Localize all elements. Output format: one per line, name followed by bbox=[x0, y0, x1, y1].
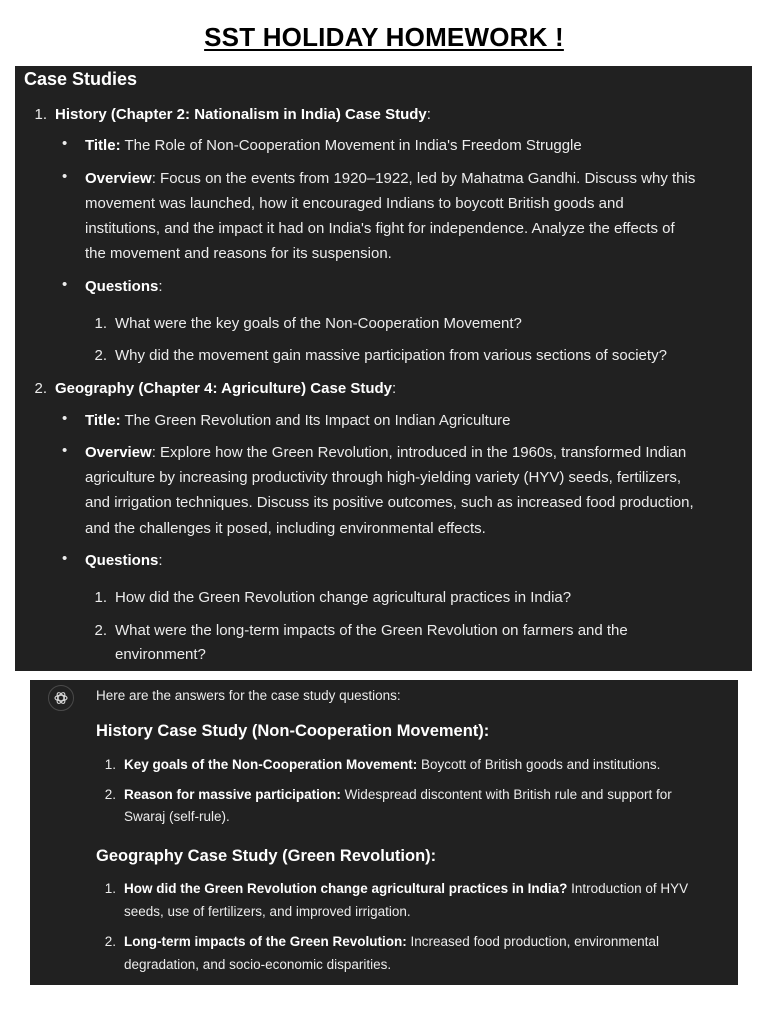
geography-overview-line: agriculture by increasing productivity through high-yielding variety (HYV) seeds, fertilizers, bbox=[85, 469, 682, 486]
question-text: How did the Green Revolution change agricultural practices in India? bbox=[115, 589, 572, 606]
question-number: 1. bbox=[94, 315, 107, 332]
bullet-icon: • bbox=[62, 276, 68, 293]
history-overview-line: movement was launched, how it encouraged Indians to boycott British goods and bbox=[85, 195, 624, 212]
question-text: What were the long-term impacts of the Green Revolution on farmers and the bbox=[115, 622, 628, 639]
question-number: 2. bbox=[94, 622, 107, 639]
bullet-icon: • bbox=[62, 410, 68, 427]
answer-text: Long-term impacts of the Green Revolution: Increased food production, environmental bbox=[124, 934, 659, 949]
geography-overview-line: Overview: Explore how the Green Revolution, introduced in the 1960s, transformed Indian bbox=[85, 444, 687, 461]
answer-text: Reason for massive participation: Widespread discontent with British rule and support for bbox=[124, 787, 672, 802]
history-number: 1. bbox=[34, 106, 47, 123]
question-text: Why did the movement gain massive participation from various sections of society? bbox=[115, 347, 667, 364]
history-overview-line: the movement and reasons for its suspension. bbox=[85, 245, 392, 262]
chatgpt-logo-icon-glyph bbox=[53, 690, 69, 706]
geography-answers-heading: Geography Case Study (Green Revolution): bbox=[96, 847, 437, 865]
answer-number: 2. bbox=[104, 934, 116, 949]
case-studies-panel bbox=[15, 66, 752, 671]
geography-number: 2. bbox=[34, 380, 47, 397]
answers-intro: Here are the answers for the case study questions: bbox=[96, 688, 401, 703]
geography-questions-label: Questions: bbox=[85, 552, 163, 569]
geography-overview-line: and the challenges it posed, including environmental effects. bbox=[85, 520, 486, 537]
history-questions-label: Questions: bbox=[85, 278, 163, 295]
case-studies-heading: Case Studies bbox=[24, 69, 138, 89]
bullet-icon: • bbox=[62, 550, 68, 567]
history-overview-line: Overview: Focus on the events from 1920–1922, led by Mahatma Gandhi. Discuss why this bbox=[85, 170, 696, 187]
history-answers-heading: History Case Study (Non-Cooperation Movement): bbox=[96, 722, 490, 740]
geography-title: Title: The Green Revolution and Its Impact on Indian Agriculture bbox=[85, 412, 511, 429]
answer-text: How did the Green Revolution change agricultural practices in India? Introduction of HYV bbox=[124, 881, 689, 896]
question-number: 1. bbox=[94, 589, 107, 606]
history-heading: History (Chapter 2: Nationalism in India) Case Study: bbox=[55, 106, 431, 123]
answer-text: degradation, and socio-economic disparities. bbox=[124, 957, 392, 972]
answer-number: 1. bbox=[104, 757, 116, 772]
geography-overview-line: and irrigation techniques. Discuss its positive outcomes, such as increased food production, bbox=[85, 494, 694, 511]
history-title: Title: The Role of Non-Cooperation Movement in India's Freedom Struggle bbox=[85, 137, 582, 154]
chatgpt-logo-icon bbox=[48, 685, 74, 711]
answer-text: seeds, use of fertilizers, and improved irrigation. bbox=[124, 904, 411, 919]
geography-heading: Geography (Chapter 4: Agriculture) Case Study: bbox=[55, 380, 397, 397]
bullet-icon: • bbox=[62, 168, 68, 185]
answers-panel bbox=[30, 680, 738, 985]
answer-text: Key goals of the Non-Cooperation Movement: Boycott of British goods and institutions. bbox=[124, 757, 661, 772]
answer-number: 2. bbox=[104, 787, 116, 802]
question-text: What were the key goals of the Non-Cooperation Movement? bbox=[115, 315, 522, 332]
history-overview-line: institutions, and the impact it had on India's fight for independence. Analyze the effects of bbox=[85, 220, 675, 237]
question-number: 2. bbox=[94, 347, 107, 364]
answer-number: 1. bbox=[104, 881, 116, 896]
bullet-icon: • bbox=[62, 135, 68, 152]
page-title: SST HOLIDAY HOMEWORK ! bbox=[204, 22, 564, 52]
question-text: environment? bbox=[115, 646, 206, 663]
bullet-icon: • bbox=[62, 442, 68, 459]
answer-text: Swaraj (self-rule). bbox=[124, 809, 230, 824]
